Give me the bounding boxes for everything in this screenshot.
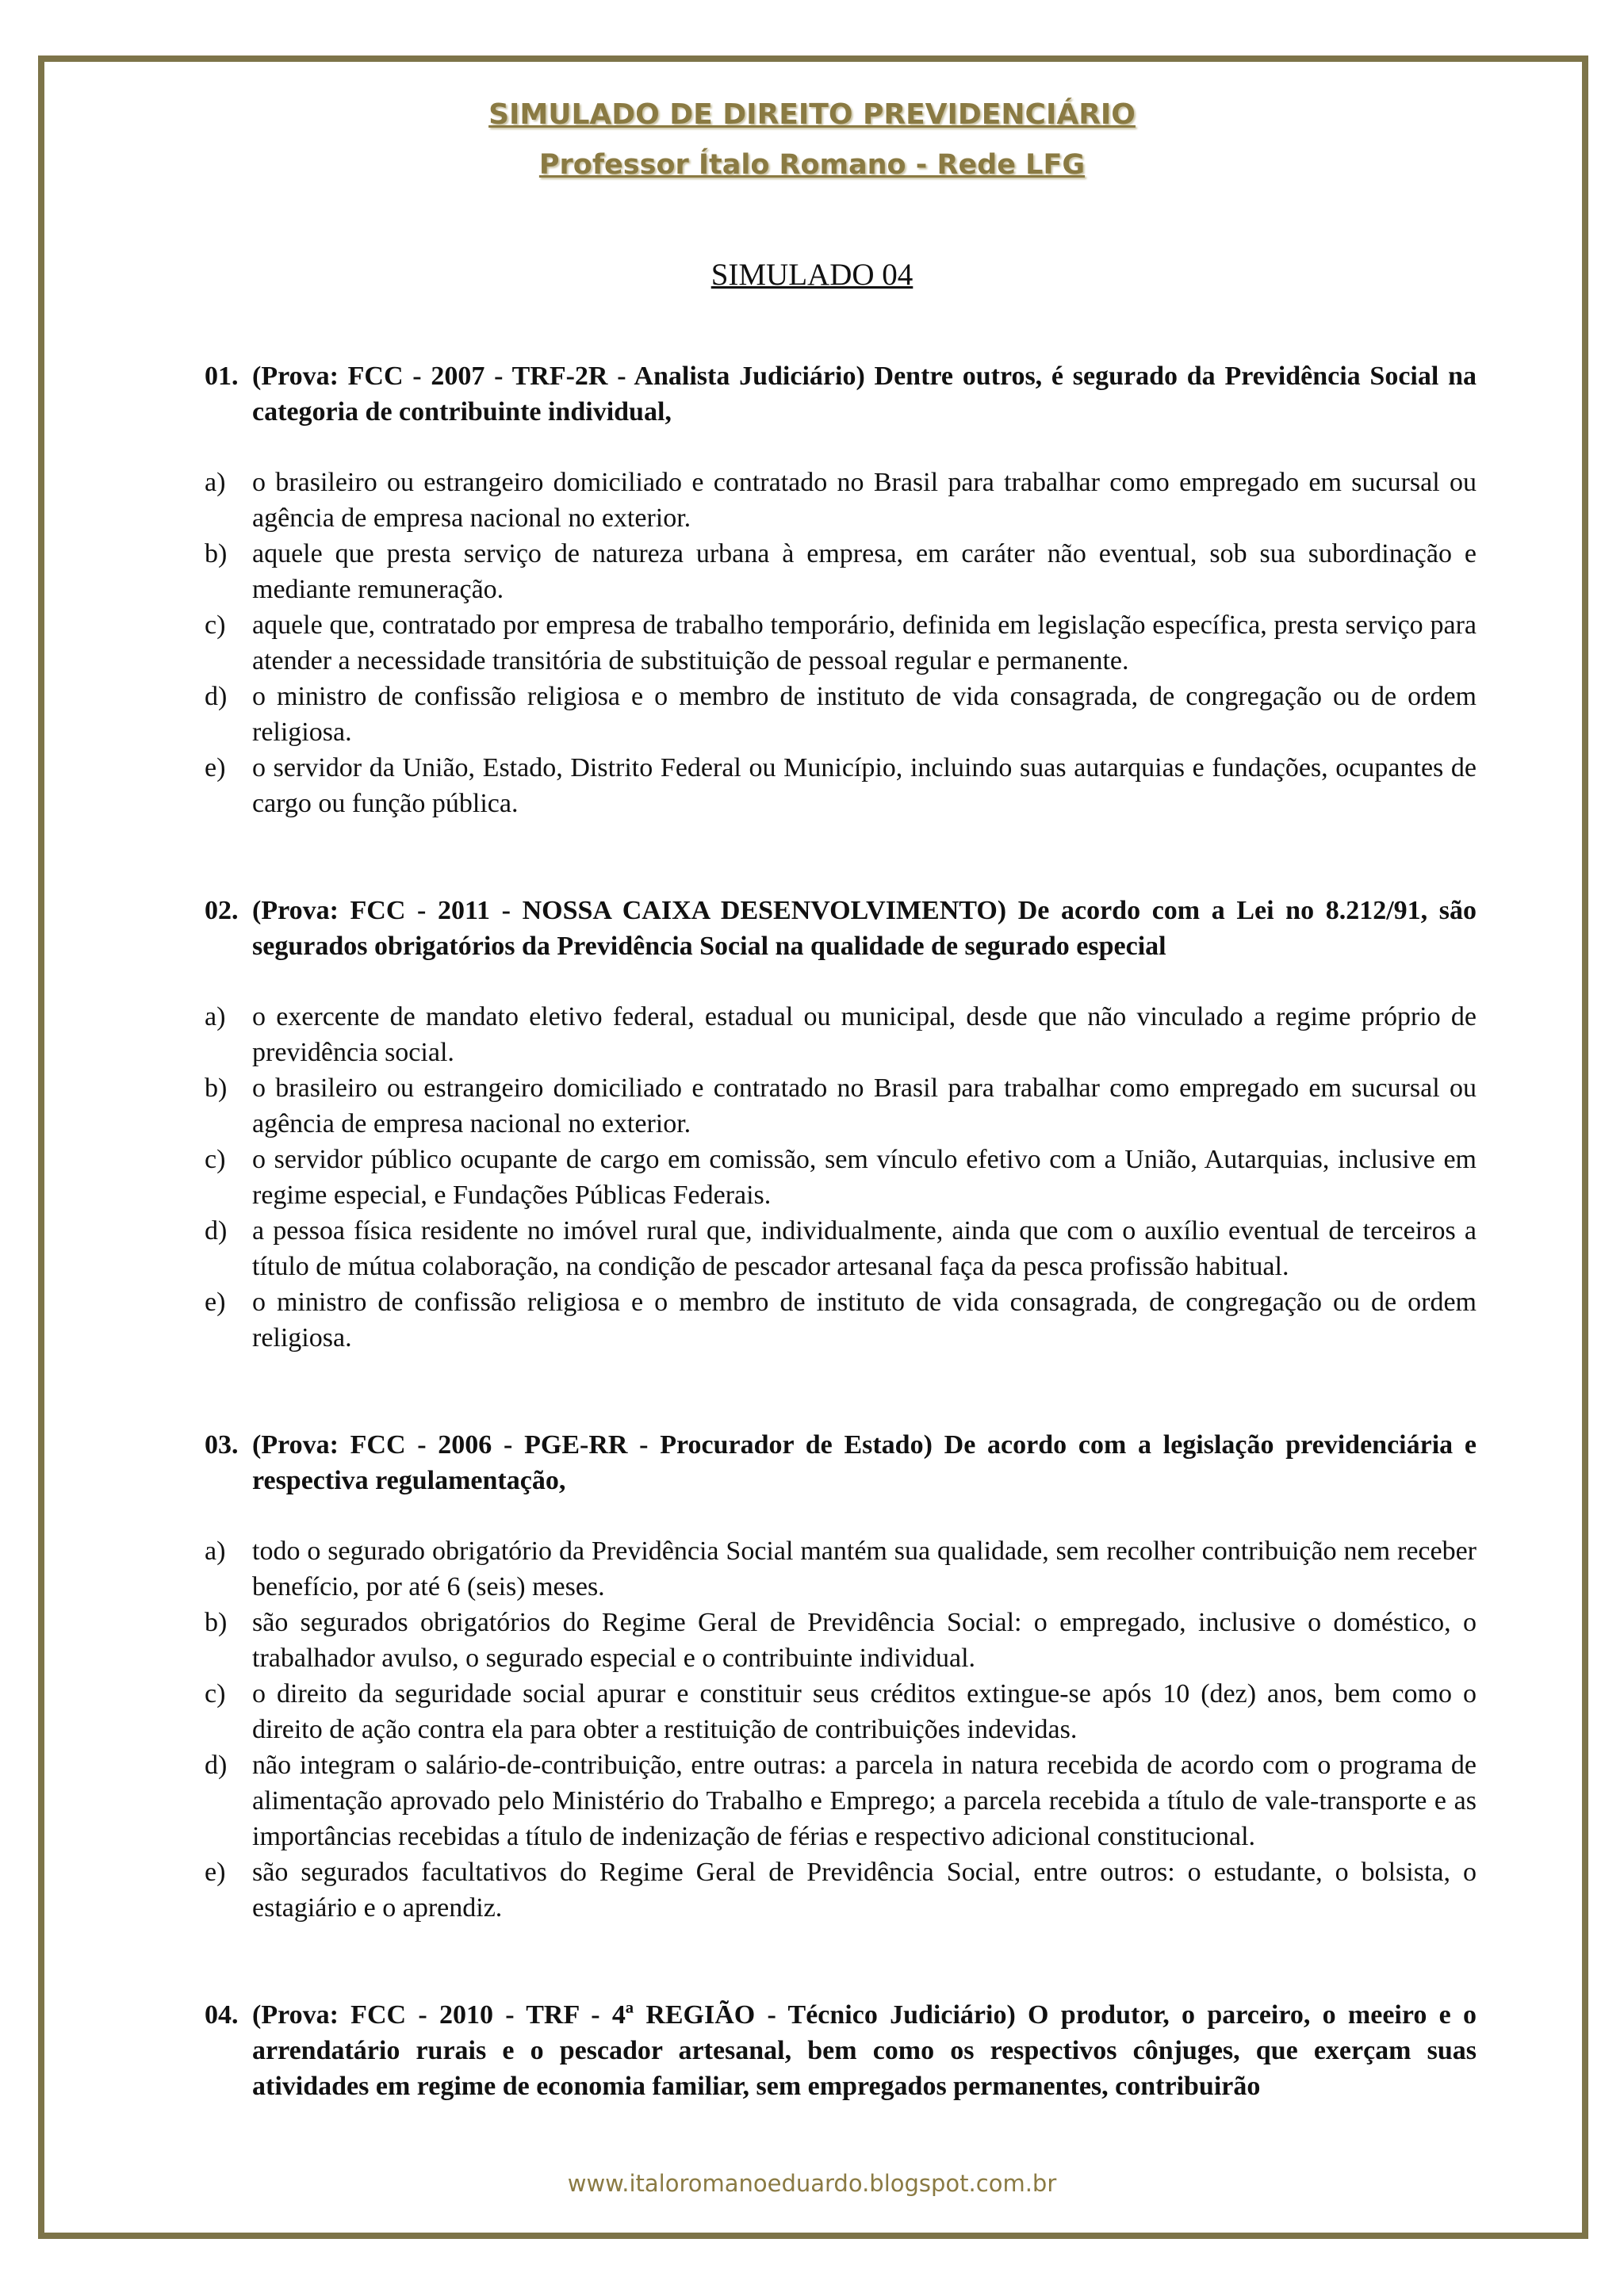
question-number: 02. [205,896,239,925]
option-text: são segurados obrigatórios do Regime Geral de Previdência Social: o empregado, inclusive o doméstico, o trabalhador avulso, o segurado especial e o contribuinte individual. [252,1608,1477,1673]
document-subtitle: Professor Ítalo Romano - Rede LFG [538,149,1086,181]
option-text: o brasileiro ou estrangeiro domiciliado e contratado no Brasil para trabalhar como empregado em sucursal ou agência de empresa nacional no exterior. [252,468,1477,533]
question-stem [205,1997,1477,2104]
question-number: 03. [205,1430,239,1460]
option-letter: b) [205,1073,228,1103]
option-d [205,679,1477,750]
option-e [205,1284,1477,1356]
option-letter: a) [205,1002,226,1031]
question-04 [205,1997,1477,2104]
option-b [205,536,1477,607]
option-c [205,607,1477,679]
option-letter: c) [205,610,226,640]
question-number: 01. [205,362,239,391]
option-c [205,1676,1477,1747]
option-text: o direito da seguridade social apurar e constituir seus créditos extingue-se após 10 (dez) anos, bem como o direito de ação contra ela para obter a restituição de contribuições indevidas. [252,1679,1477,1744]
option-letter: a) [205,1536,226,1566]
option-a [205,465,1477,536]
option-e [205,750,1477,821]
option-letter: e) [205,753,226,783]
option-a [205,1533,1477,1605]
option-text: o brasileiro ou estrangeiro domiciliado e contratado no Brasil para trabalhar como empregado em sucursal ou agência de empresa nacional no exterior. [252,1073,1477,1138]
simulado-heading: SIMULADO 04 [710,258,914,292]
option-letter: d) [205,1751,228,1780]
option-text: aquele que, contratado por empresa de trabalho temporário, definida em legislação específica, presta serviço para atender a necessidade transitória de substituição de pessoal regular e permanente. [252,610,1477,675]
question-stem [205,1427,1477,1498]
option-letter: d) [205,682,228,711]
option-d [205,1213,1477,1284]
option-text: todo o segurado obrigatório da Previdência Social mantém sua qualidade, sem recolher contribuição nem receber benefício, por até 6 (seis) meses. [252,1536,1477,1601]
option-letter: c) [205,1679,226,1709]
option-text: o ministro de confissão religiosa e o membro de instituto de vida consagrada, de congregação ou de ordem religiosa. [252,1288,1477,1353]
question-text: (Prova: FCC - 2006 - PGE-RR - Procurador de Estado) De acordo com a legislação previdenciária e respectiva regulamentação, [252,1430,1477,1495]
option-letter: b) [205,1608,228,1637]
option-a [205,999,1477,1070]
option-c [205,1142,1477,1213]
option-b [205,1070,1477,1142]
question-02 [205,893,1477,1356]
question-01 [205,358,1477,821]
option-text: não integram o salário-de-contribuição, entre outras: a parcela in natura recebida de acordo com o programa de alimentação aprovado pelo Ministério do Trabalho e Emprego; a parcela recebida a título de vale-transporte e as importâncias recebidas a título de indenização de férias e respectivo adicional constitucional. [252,1751,1477,1851]
question-03 [205,1427,1477,1926]
question-text: (Prova: FCC - 2011 - NOSSA CAIXA DESENVOLVIMENTO) De acordo com a Lei no 8.212/91, são segurados obrigatórios da Previdência Social na qualidade de segurado especial [252,896,1477,961]
option-d [205,1747,1477,1854]
option-b [205,1605,1477,1676]
option-text: o exercente de mandato eletivo federal, estadual ou municipal, desde que não vinculado a regime próprio de previdência social. [252,1002,1477,1067]
option-letter: d) [205,1216,228,1246]
document-title: SIMULADO DE DIREITO PREVIDENCIÁRIO [488,98,1136,131]
option-text: o servidor da União, Estado, Distrito Federal ou Município, incluindo suas autarquias e fundações, ocupantes de cargo ou função pública. [252,753,1477,818]
question-number: 04. [205,2000,239,2030]
question-stem [205,358,1477,430]
option-text: são segurados facultativos do Regime Geral de Previdência Social, entre outros: o estudante, o bolsista, o estagiário e o aprendiz. [252,1858,1477,1923]
option-text: o servidor público ocupante de cargo em comissão, sem vínculo efetivo com a União, Autarquias, inclusive em regime especial, e Fundações Públicas Federais. [252,1145,1477,1210]
option-letter: c) [205,1145,226,1174]
option-letter: b) [205,539,228,568]
option-text: a pessoa física residente no imóvel rural que, individualmente, ainda que com o auxílio eventual de terceiros a título de mútua colaboração, na condição de pescador artesanal faça da pesca profissão habitual. [252,1216,1477,1281]
question-text: (Prova: FCC - 2010 - TRF - 4ª REGIÃO - Técnico Judiciário) O produtor, o parceiro, o meeiro e o arrendatário rurais e o pescador artesanal, bem como os respectivos cônjuges, que exerçam suas atividades em regime de economia familiar, sem empregados permanentes, contribuirão [252,2000,1477,2101]
question-stem [205,893,1477,964]
option-text: aquele que presta serviço de natureza urbana à empresa, em caráter não eventual, sob sua subordinação e mediante remuneração. [252,539,1477,604]
option-letter: e) [205,1858,226,1887]
footer-url: www.italoromanoeduardo.blogspot.com.br [567,2170,1057,2197]
option-text: o ministro de confissão religiosa e o membro de instituto de vida consagrada, de congregação ou de ordem religiosa. [252,682,1477,747]
option-e [205,1854,1477,1926]
option-letter: e) [205,1288,226,1317]
questions-list [205,358,1477,2139]
question-text: (Prova: FCC - 2007 - TRF-2R - Analista Judiciário) Dentre outros, é segurado da Previdência Social na categoria de contribuinte individual, [252,362,1477,427]
option-letter: a) [205,468,226,497]
